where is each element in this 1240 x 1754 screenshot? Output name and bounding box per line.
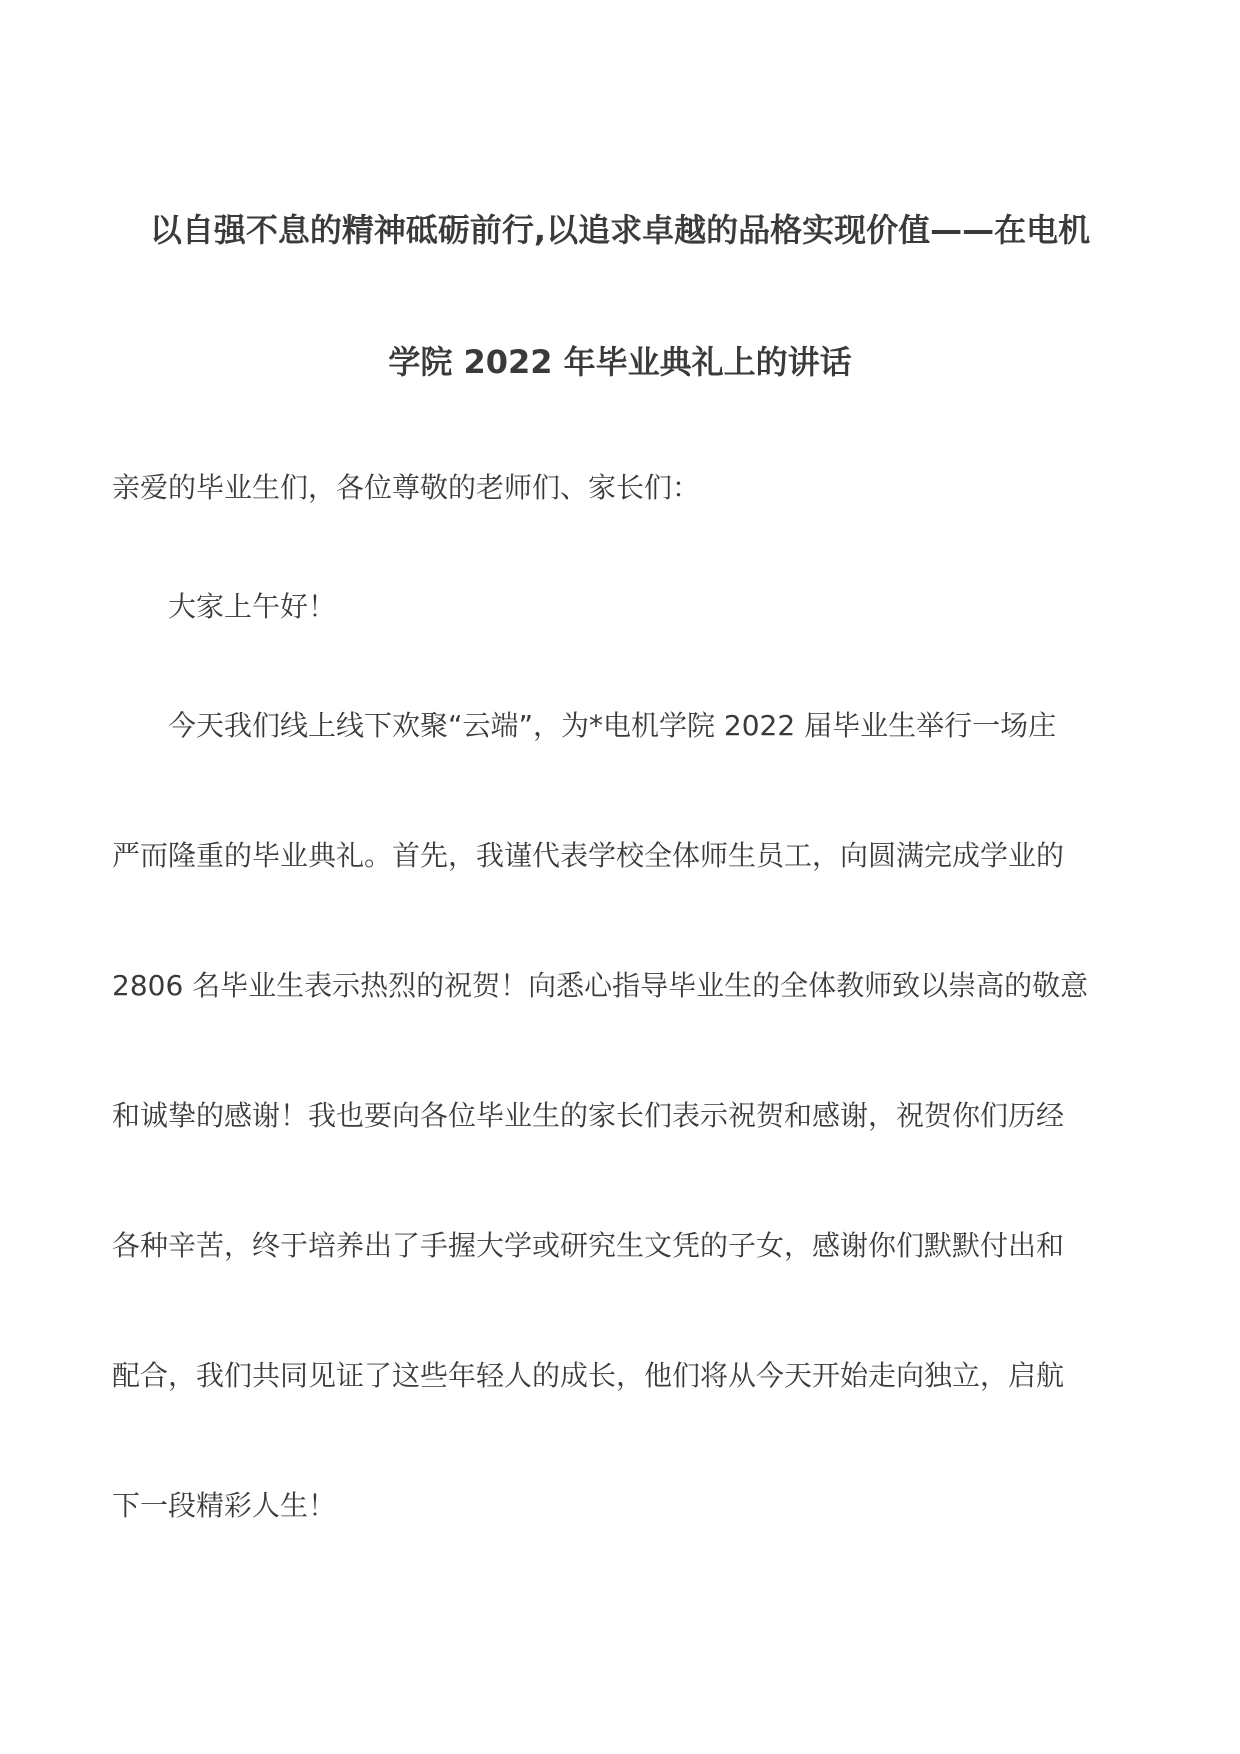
paragraph-line-7: 下一段精彩人生！ [112,1489,337,1522]
greeting: 大家上午好！ [168,590,337,623]
paragraph-line-3: 2806 名毕业生表示热烈的祝贺！向悉心指导毕业生的全体教师致以崇高的敬意 [112,969,1089,1002]
paragraph-line-1: 今天我们线上线下欢聚“云端”，为*电机学院 2022 届毕业生举行一场庄 [168,709,1057,742]
paragraph-line-2: 严而隆重的毕业典礼。首先，我谨代表学校全体师生员工，向圆满完成学业的 [112,839,1065,872]
title-line-1: 以自强不息的精神砥砺前行,以追求卓越的品格实现价值——在电机 [149,211,1091,249]
salutation: 亲爱的毕业生们，各位尊敬的老师们、家长们： [112,471,701,504]
paragraph-line-5: 各种辛苦，终于培养出了手握大学或研究生文凭的子女，感谢你们默默付出和 [112,1229,1065,1262]
title-line-2: 学院 2022 年毕业典礼上的讲话 [388,343,852,381]
paragraph-line-6: 配合，我们共同见证了这些年轻人的成长，他们将从今天开始走向独立，启航 [112,1359,1065,1392]
paragraph-line-4: 和诚挚的感谢！我也要向各位毕业生的家长们表示祝贺和感谢，祝贺你们历经 [112,1099,1065,1132]
